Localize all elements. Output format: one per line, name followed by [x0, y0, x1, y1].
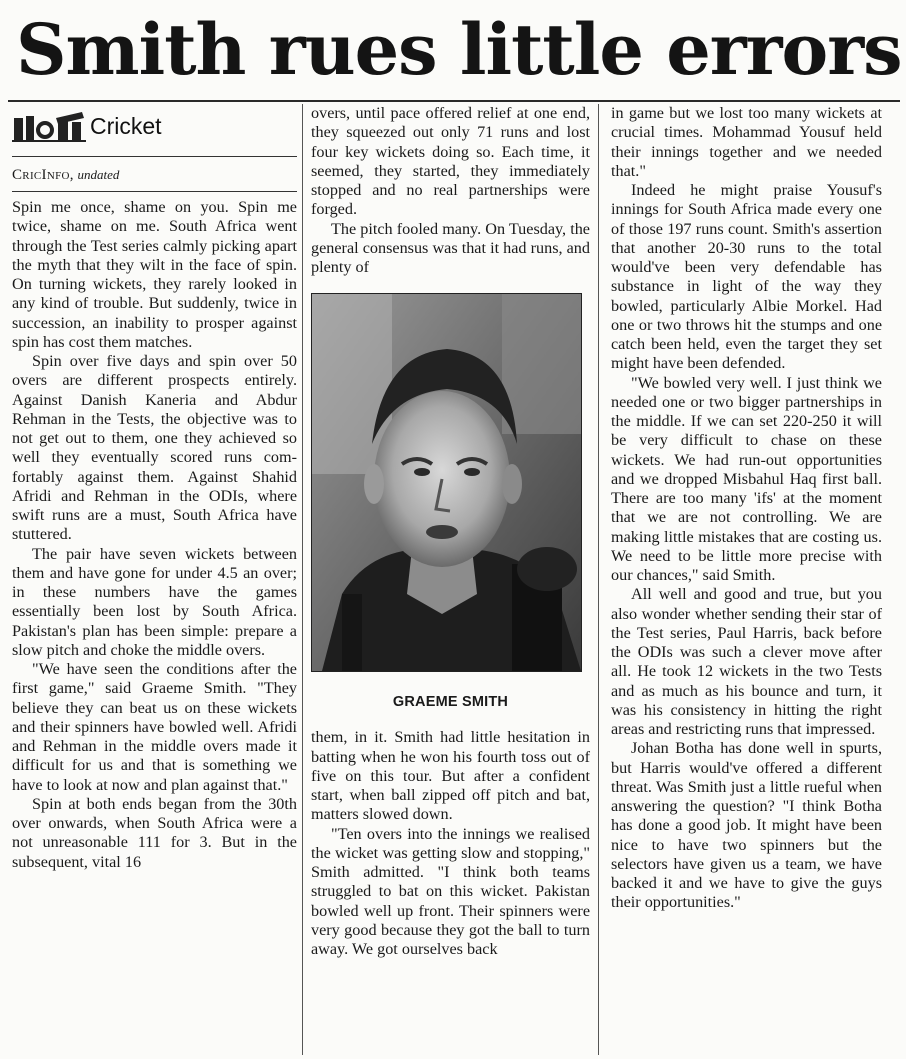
paragraph: Johan Botha has done well in spurts, but Harris would've offered a different threat. Was Smith just a little rueful when answering the question? "I think Botha has done a good job. It might have been nice to have two spinners but the selectors have given us a team, we have backed it and we have to give the guys their opportunities."	[611, 739, 882, 912]
paragraph: Spin at both ends began from the 30th over onwards, when South Africa were a not unreasonable 111 for 3. But in the subsequent, vital 16	[12, 794, 297, 871]
headline-rule	[8, 100, 900, 102]
section-label: Cricket	[90, 113, 162, 140]
paragraph: The pitch fooled many. On Tuesday, the general consensus was that it had runs, and plenty of	[311, 219, 590, 276]
byline-date: undated	[77, 167, 120, 182]
section-rule	[12, 156, 297, 157]
headline: Smith rues little errors	[16, 8, 902, 91]
paragraph: Spin over five days and spin over 50 overs are different prospects entirely. Against Danish Kaneria and Abdur Rehman in the Tests, the objective was to not get out to them, one they achieved so well they eventually scored runs comfortably against them. Against Shahid Afridi and Rehman in the ODIs, where swift runs are a must, South Africa have stuttered.	[12, 352, 297, 544]
photo-image	[312, 294, 581, 671]
byline-rule	[12, 191, 297, 192]
article-column-2	[311, 104, 590, 1059]
paragraph: All well and good and true, but you also wonder whether sending their star of the Test series, Paul Harris, back before the ODIs was such a clever move after all. He took 12 wickets in the two Tests and as much as his bounce and turn, it was his consistency in hitting the right areas and restricting runs that impressed.	[611, 585, 882, 738]
paragraph: Spin me once, shame on you. Spin me twice, shame on me. South Africa went through the Test series calmly picking apart the myth that they wilt in the face of spin. On turning wickets, they rarely looked in any kind of trouble. But suddenly, twice in succession, an inability to prosper against spin has cost them matches.	[12, 198, 297, 351]
paragraph: The pair have seven wickets between them and have gone for under 4.5 an over; in these numbers have the games essentially been lost by South Africa. Pakistan's plan has been simple: prepare a slow pitch and choke the middle overs.	[12, 544, 297, 659]
cricket-bat-icon	[12, 110, 86, 144]
player-photo	[311, 293, 582, 672]
byline	[12, 165, 297, 185]
paragraph: "Ten overs into the innings we realised the wicket was getting slow and stopping," Smith admitted. "I think both teams struggled to bat on this wicket. Pakistan bowled well up front. Their spinners were very good because they got the ball to turn away. We got ourselves back	[311, 824, 590, 958]
paragraph: overs, until pace offered relief at one end, they squeezed out only 71 runs and lost four key wickets doing so. Each time, it seemed, they started, they immediately stopped and no real partnerships were forged.	[311, 104, 590, 219]
article-column-3	[611, 104, 882, 1059]
byline-source: CricInfo,	[12, 167, 74, 183]
photo-caption: GRAEME SMITH	[392, 694, 509, 711]
column-divider	[302, 104, 303, 1055]
paragraph: "We bowled very well. I just think we needed one or two bigger partnerships in the middle. If we can set 220-250 it will be very difficult to chase on these wickets. We had run-out opportunities and we dropped Misbahul Haq first ball. There are too many 'ifs' at the moment that we are not controlling. We are making little mistakes that are costing us. We need to be little more precise with our chances," said Smith.	[611, 373, 882, 584]
paragraph: in game but we lost too many wickets at crucial times. Mohammad Yousuf held their innings together and we needed that."	[611, 104, 882, 180]
paragraph: them, in it. Smith had little hesitation in batting when he won his fourth toss out of five on this tour. But after a confident start, when ball zipped off pitch and bat, matters slowed down.	[311, 728, 590, 824]
column-divider	[598, 104, 599, 1055]
article-column-1	[12, 104, 297, 1059]
paragraph: "We have seen the conditions after the first game," said Graeme Smith. "They believe they can beat us on these wickets and their spinners have bowled well. Afridi and Rehman in the middle overs made it difficult for us and that is something we have to look at now and plan against that."	[12, 660, 297, 794]
section-tag	[12, 106, 297, 148]
paragraph: Indeed he might praise Yousuf's innings for South Africa made every one of those 197 runs count. Smith's assertion that another 20-30 runs to the total would've been very defendable has substance in light of the way they bowled, particularly Albie Morkel. Had one or two throws hit the stumps and one catch been held, even the target they set might have been defended.	[611, 181, 882, 373]
